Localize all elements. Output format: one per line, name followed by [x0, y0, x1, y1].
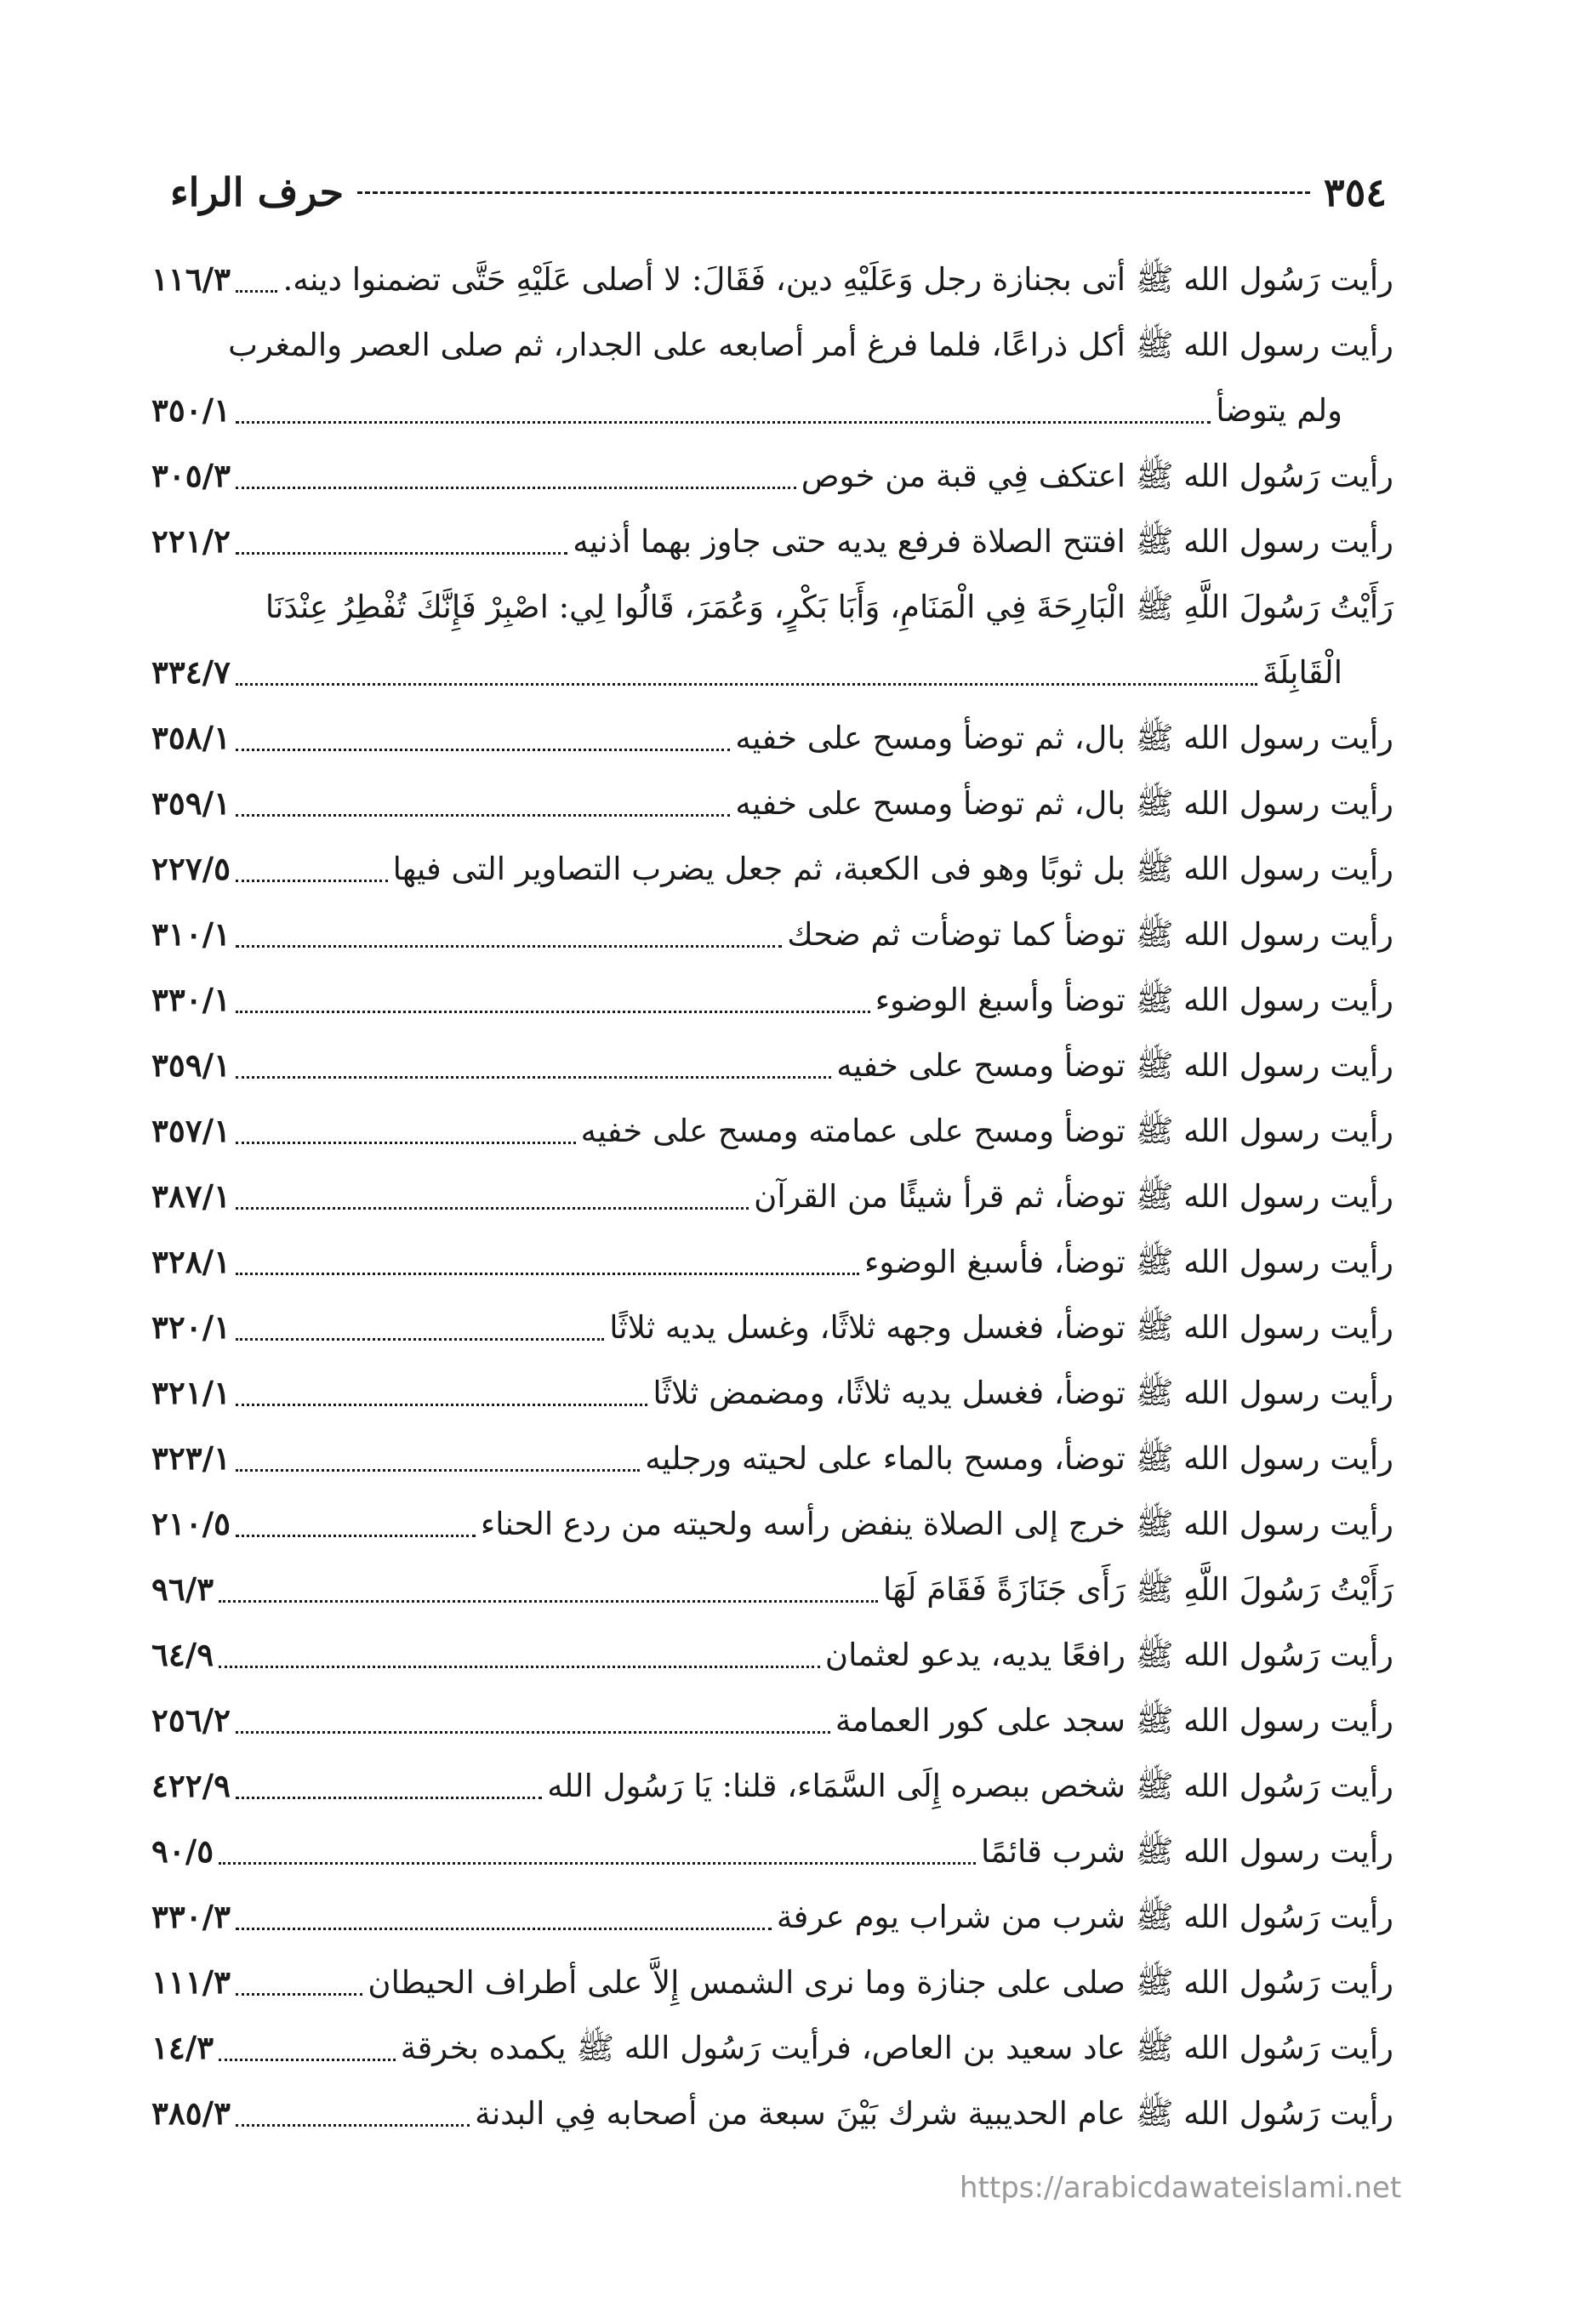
- entry-reference: ٣٥٨/١: [151, 719, 231, 756]
- entry-text: رأيت رسول الله ﷺ افتتح الصلاة فرفع يديه حتى جاوز بهما أذنيه: [573, 523, 1393, 560]
- entry-text: رأيت رَسُول الله ﷺ شخص ببصره إِلَى السَّمَاء، قلنا: يَا رَسُول الله: [547, 1768, 1393, 1804]
- entry-text: رَأَيْتُ رَسُولَ اللَّهِ ﷺ رَأَى جَنَازَةً فَقَامَ لَهَا: [882, 1571, 1393, 1608]
- leader-dots: [236, 1469, 640, 1472]
- entry-reference: ٣٣٠/٣: [151, 1898, 231, 1935]
- entry-reference: ٢٢١/٢: [151, 522, 231, 560]
- entry-reference: ٣٥٧/١: [151, 1112, 231, 1149]
- index-entry: [151, 312, 1393, 443]
- entry-reference: ٣٣٠/١: [151, 981, 231, 1018]
- entry-continuation-line: [151, 640, 1393, 705]
- index-entry: [151, 902, 1393, 967]
- leader-dots: [219, 1666, 820, 1668]
- index-entry: [151, 2015, 1393, 2081]
- entry-text: رأيت رسول الله ﷺ سجد على كور العمامة: [835, 1702, 1393, 1739]
- leader-dots: [236, 1338, 604, 1341]
- entry-reference: ٣٣٤/٧: [151, 653, 231, 691]
- entry-text: رأيت رسول الله ﷺ توضأ وأسبغ الوضوء: [875, 982, 1393, 1018]
- entry-reference: ٣٠٥/٣: [151, 457, 231, 494]
- entry-text-continuation: ولم يتوضأ: [1216, 392, 1342, 429]
- index-entry: [151, 443, 1393, 509]
- index-entry: [151, 1950, 1393, 2015]
- leader-dots: [236, 749, 730, 751]
- entry-reference: ٣١٠/١: [151, 915, 231, 953]
- entry-text: رأيت رَسُول الله ﷺ عام الحديبية شرك بَيْنَ سبعة من أصحابه فِي البدنة: [475, 2095, 1393, 2132]
- index-entry: [151, 2081, 1393, 2146]
- entry-text: رأيت رسول الله ﷺ توضأ، ثم قرأ شيئًا من القرآن: [754, 1178, 1393, 1215]
- index-entry: [151, 1753, 1393, 1819]
- entry-reference: ٣٢٣/١: [151, 1439, 231, 1477]
- index-entry: [151, 1295, 1393, 1360]
- entry-reference: ٣٨٥/٣: [151, 2094, 231, 2132]
- page-number: ٣٥٤: [1323, 169, 1387, 215]
- entry-reference: ٣٥٠/١: [151, 391, 231, 429]
- entry-reference: ٢١٠/٥: [151, 1505, 231, 1542]
- leader-dots: [236, 1993, 362, 1996]
- leader-dots: [236, 1273, 859, 1275]
- entry-text: رأيت رَسُول الله ﷺ عاد سعيد بن العاص، فرأيت رَسُول الله ﷺ يكمده بخرقة: [400, 2030, 1393, 2066]
- entry-text: رأيت رسول الله ﷺ توضأ، فغسل يديه ثلاثًا، ومضمض ثلاثًا: [653, 1375, 1393, 1411]
- index-entry: [151, 1622, 1393, 1688]
- entry-text: رَأَيْتُ رَسُولَ اللَّهِ ﷺ الْبَارِحَةَ فِي الْمَنَامِ، وَأَبَا بَكْرٍ، وَعُمَرَ، قَالُوا لِي: اصْبِرْ فَإِنَّكَ تُفْطِرُ عِنْدَنَا: [265, 589, 1393, 625]
- entry-text: رأيت رسول الله ﷺ بال، ثم توضأ ومسح على خفيه: [735, 785, 1393, 822]
- leader-dots: [219, 1600, 878, 1603]
- index-entry: [151, 1688, 1393, 1753]
- leader-dots: [219, 1862, 976, 1865]
- entry-reference: ٦٤/٩: [151, 1636, 214, 1673]
- entry-reference: ٣٥٩/١: [151, 1046, 231, 1084]
- leader-dots: [236, 1207, 749, 1210]
- leader-dots: [236, 1142, 576, 1144]
- index-entries-list: [151, 247, 1393, 2146]
- index-entry: [151, 509, 1393, 574]
- entry-text: رأيت رَسُول الله ﷺ رافعًا يديه، يدعو لعثمان: [824, 1637, 1393, 1673]
- leader-dots: [236, 1076, 831, 1079]
- index-entry: [151, 1229, 1393, 1295]
- index-entry: [151, 1360, 1393, 1426]
- watermark: https://arabicdawateislami.net: [960, 2171, 1402, 2205]
- leader-dots: [236, 552, 567, 555]
- index-entry: [151, 771, 1393, 836]
- leader-dots: [236, 1797, 542, 1799]
- entry-text: رأيت رسول الله ﷺ توضأ ومسح على خفيه: [836, 1047, 1393, 1084]
- leader-dots: [236, 290, 277, 293]
- index-entry: [151, 1033, 1393, 1098]
- leader-dots: [236, 2124, 470, 2127]
- entry-reference: ٣٢٠/١: [151, 1308, 231, 1346]
- entry-text: رأيت رسول الله ﷺ بل ثوبًا وهو فى الكعبة، ثم جعل يضرب التصاوير التى فيها: [392, 851, 1393, 887]
- leader-dots: [219, 2059, 396, 2061]
- leader-dots: [236, 487, 796, 489]
- index-entry: [151, 1164, 1393, 1229]
- entry-text: رأيت رسول الله ﷺ أكل ذراعًا، فلما فرغ أمر أصابعه على الجدار، ثم صلى العصر والمغرب: [228, 327, 1393, 363]
- index-entry: [151, 967, 1393, 1033]
- index-entry: [151, 1098, 1393, 1164]
- index-entry: [151, 247, 1393, 312]
- index-entry: [151, 705, 1393, 771]
- entry-text: رأيت رسول الله ﷺ بال، ثم توضأ ومسح على خفيه: [735, 720, 1393, 756]
- entry-text: رأيت رَسُول الله ﷺ شرب من شراب يوم عرفة: [776, 1899, 1393, 1935]
- leader-dots: [236, 945, 782, 948]
- entry-reference: ٣٢٨/١: [151, 1243, 231, 1280]
- entry-reference: ٩٦/٣: [151, 1570, 214, 1608]
- entry-text: رأيت رسول الله ﷺ خرج إلى الصلاة ينفض رأسه ولحيته من ردع الحناء: [480, 1506, 1393, 1542]
- entry-reference: ٢٢٧/٥: [151, 850, 231, 887]
- leader-dots: [236, 1928, 772, 1930]
- header-rule: [357, 191, 1310, 194]
- entry-text: رأيت رسول الله ﷺ توضأ، فغسل وجهه ثلاثًا، وغسل يديه ثلاثًا: [609, 1309, 1393, 1346]
- entry-text: رأيت رسول الله ﷺ توضأ، فأسبغ الوضوء: [863, 1244, 1393, 1280]
- entry-text: رأيت رسول الله ﷺ شرب قائمًا: [981, 1833, 1393, 1870]
- section-title: حرف الراء: [170, 169, 345, 215]
- entry-continuation-line: [151, 378, 1393, 443]
- entry-reference: ١١١/٣: [151, 1963, 231, 2001]
- entry-text: رأيت رَسُول الله ﷺ صلى على جنازة وما نرى الشمس إِلاَّ على أطراف الحيطان: [368, 1964, 1393, 2001]
- leader-dots: [236, 1535, 476, 1537]
- entry-reference: ١٤/٣: [151, 2029, 214, 2066]
- leader-dots: [236, 1011, 870, 1013]
- index-entry: [151, 836, 1393, 902]
- entry-text: رأيت رسول الله ﷺ توضأ، ومسح بالماء على لحيته ورجليه: [645, 1440, 1393, 1477]
- leader-dots: [236, 814, 730, 817]
- entry-reference: ٤٢٢/٩: [151, 1767, 231, 1804]
- entry-text: رأيت رسول الله ﷺ توضأ ومسح على عمامته ومسح على خفيه: [580, 1113, 1393, 1149]
- leader-dots: [236, 683, 1257, 686]
- index-entry: [151, 1426, 1393, 1491]
- index-entry: [151, 1557, 1393, 1622]
- entry-reference: ٣٢١/١: [151, 1374, 231, 1411]
- page-header: [170, 167, 1387, 218]
- entry-reference: ٢٥٦/٢: [151, 1701, 231, 1739]
- entry-reference: ١١٦/٣: [151, 260, 231, 298]
- leader-dots: [236, 1404, 647, 1406]
- entry-reference: ٣٨٧/١: [151, 1177, 231, 1215]
- index-entry: [151, 1819, 1393, 1884]
- leader-dots: [236, 421, 1211, 424]
- entry-text: رأيت رسول الله ﷺ توضأ كما توضأت ثم ضحك: [787, 916, 1393, 953]
- leader-dots: [236, 1731, 830, 1734]
- index-entry: [151, 574, 1393, 705]
- entry-reference: ٩٠/٥: [151, 1832, 214, 1870]
- entry-text: رأيت رَسُول الله ﷺ أتى بجنازة رجل وَعَلَيْهِ دين، فَقَالَ: لا أصلى عَلَيْهِ حَتَّى تضمنوا دينه.: [282, 261, 1393, 298]
- entry-reference: ٣٥٩/١: [151, 784, 231, 822]
- index-entry: [151, 1491, 1393, 1557]
- entry-text-continuation: الْقَابِلَةَ: [1262, 654, 1342, 691]
- entry-text: رأيت رَسُول الله ﷺ اعتكف فِي قبة من خوص: [801, 458, 1393, 494]
- leader-dots: [236, 880, 388, 882]
- index-entry: [151, 1884, 1393, 1950]
